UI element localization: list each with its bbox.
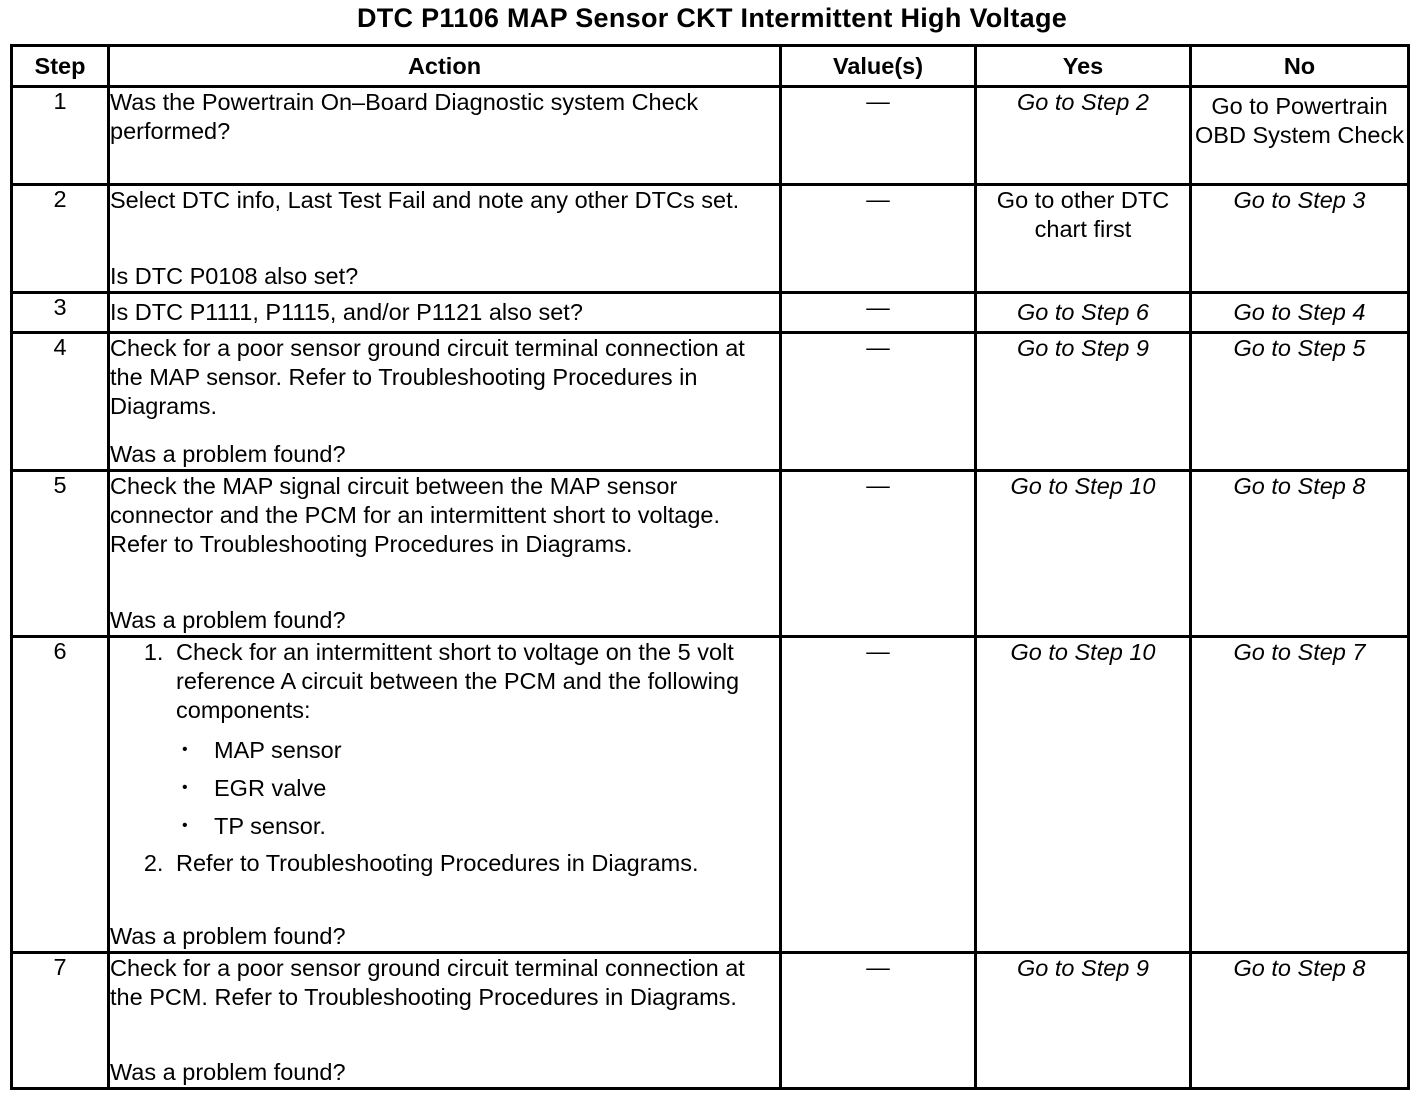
yes-cell: Go to Step 9 [976, 333, 1191, 471]
no-cell: Go to Step 8 [1191, 953, 1409, 1089]
no-cell: Go to Step 5 [1191, 333, 1409, 471]
yes-cell: Go to Step 9 [976, 953, 1191, 1089]
list-item: • TP sensor. [208, 807, 779, 845]
table-row [12, 293, 1409, 333]
value-cell: — [781, 471, 976, 637]
header-values: Value(s) [781, 46, 976, 87]
list-item: 2. Refer to Troubleshooting Procedures in Diagrams. [170, 849, 779, 878]
no-cell: Go to Step 8 [1191, 471, 1409, 637]
yes-cell: Go to Step 10 [976, 471, 1191, 637]
header-step: Step [12, 46, 109, 87]
question-text: Was a problem found? [110, 1059, 346, 1085]
list-item: • EGR valve [208, 769, 779, 807]
question-text: Is DTC P0108 also set? [110, 263, 359, 289]
table-row [12, 637, 1409, 953]
no-cell: Go to Step 3 [1191, 185, 1409, 293]
question-text: Was a problem found? [110, 607, 346, 633]
action-text: Check the MAP signal circuit between the MAP sensor connector and the PCM for an intermittent short to voltage. Refer to Troubleshooting Procedures in Diagrams. [110, 473, 721, 557]
no-cell: Go to Step 4 [1191, 293, 1409, 333]
value-cell: — [781, 333, 976, 471]
header-row [12, 46, 1409, 87]
table-row [12, 471, 1409, 637]
table-row [12, 87, 1409, 185]
yes-cell: Go to Step 6 [976, 293, 1191, 333]
action-text: Check for a poor sensor ground circuit terminal connection at the MAP sensor. Refer to Troubleshooting Procedures in Diagrams. [110, 335, 745, 419]
action-text: Select DTC info, Last Test Fail and note any other DTCs set. [110, 187, 740, 213]
table-row [12, 953, 1409, 1089]
action-text: Check for a poor sensor ground circuit terminal connection at the PCM. Refer to Troubleshooting Procedures in Diagrams. [110, 955, 745, 1010]
table-row [12, 333, 1409, 471]
yes-cell: Go to Step 2 [976, 87, 1191, 185]
question-text: Was a problem found? [110, 923, 346, 949]
action-text: Is DTC P1111, P1115, and/or P1121 also set? [110, 299, 583, 325]
header-no: No [1191, 46, 1409, 87]
table-row [12, 185, 1409, 293]
no-cell: Go to Step 7 [1191, 637, 1409, 953]
step-number: 4 [12, 333, 109, 471]
header-action: Action [109, 46, 781, 87]
component-list [176, 731, 779, 845]
list-item [170, 638, 779, 845]
yes-cell: Go to other DTC chart first [976, 185, 1191, 293]
list-item: • MAP sensor [208, 731, 779, 769]
yes-cell: Go to Step 10 [976, 637, 1191, 953]
question-text: Was a problem found? [110, 441, 346, 467]
step-number: 2 [12, 185, 109, 293]
step-number: 5 [12, 471, 109, 637]
step-number: 7 [12, 953, 109, 1089]
document-title: DTC P1106 MAP Sensor CKT Intermittent High Voltage [356, 3, 1068, 33]
substep-list [110, 638, 779, 878]
value-cell: — [781, 87, 976, 185]
step-number: 6 [12, 637, 109, 953]
value-cell: — [781, 185, 976, 293]
header-yes: Yes [976, 46, 1191, 87]
step-number: 3 [12, 293, 109, 333]
diagnostic-table [10, 44, 1410, 1090]
value-cell: — [781, 953, 976, 1089]
value-cell: — [781, 637, 976, 953]
action-text: Was the Powertrain On–Board Diagnostic system Check performed? [110, 89, 699, 144]
substep-text: Check for an intermittent short to voltage on the 5 volt reference A circuit between the PCM and the following components: [176, 639, 740, 723]
value-cell: — [781, 293, 976, 333]
no-cell: Go to Powertrain OBD System Check [1191, 87, 1409, 185]
step-number: 1 [12, 87, 109, 185]
